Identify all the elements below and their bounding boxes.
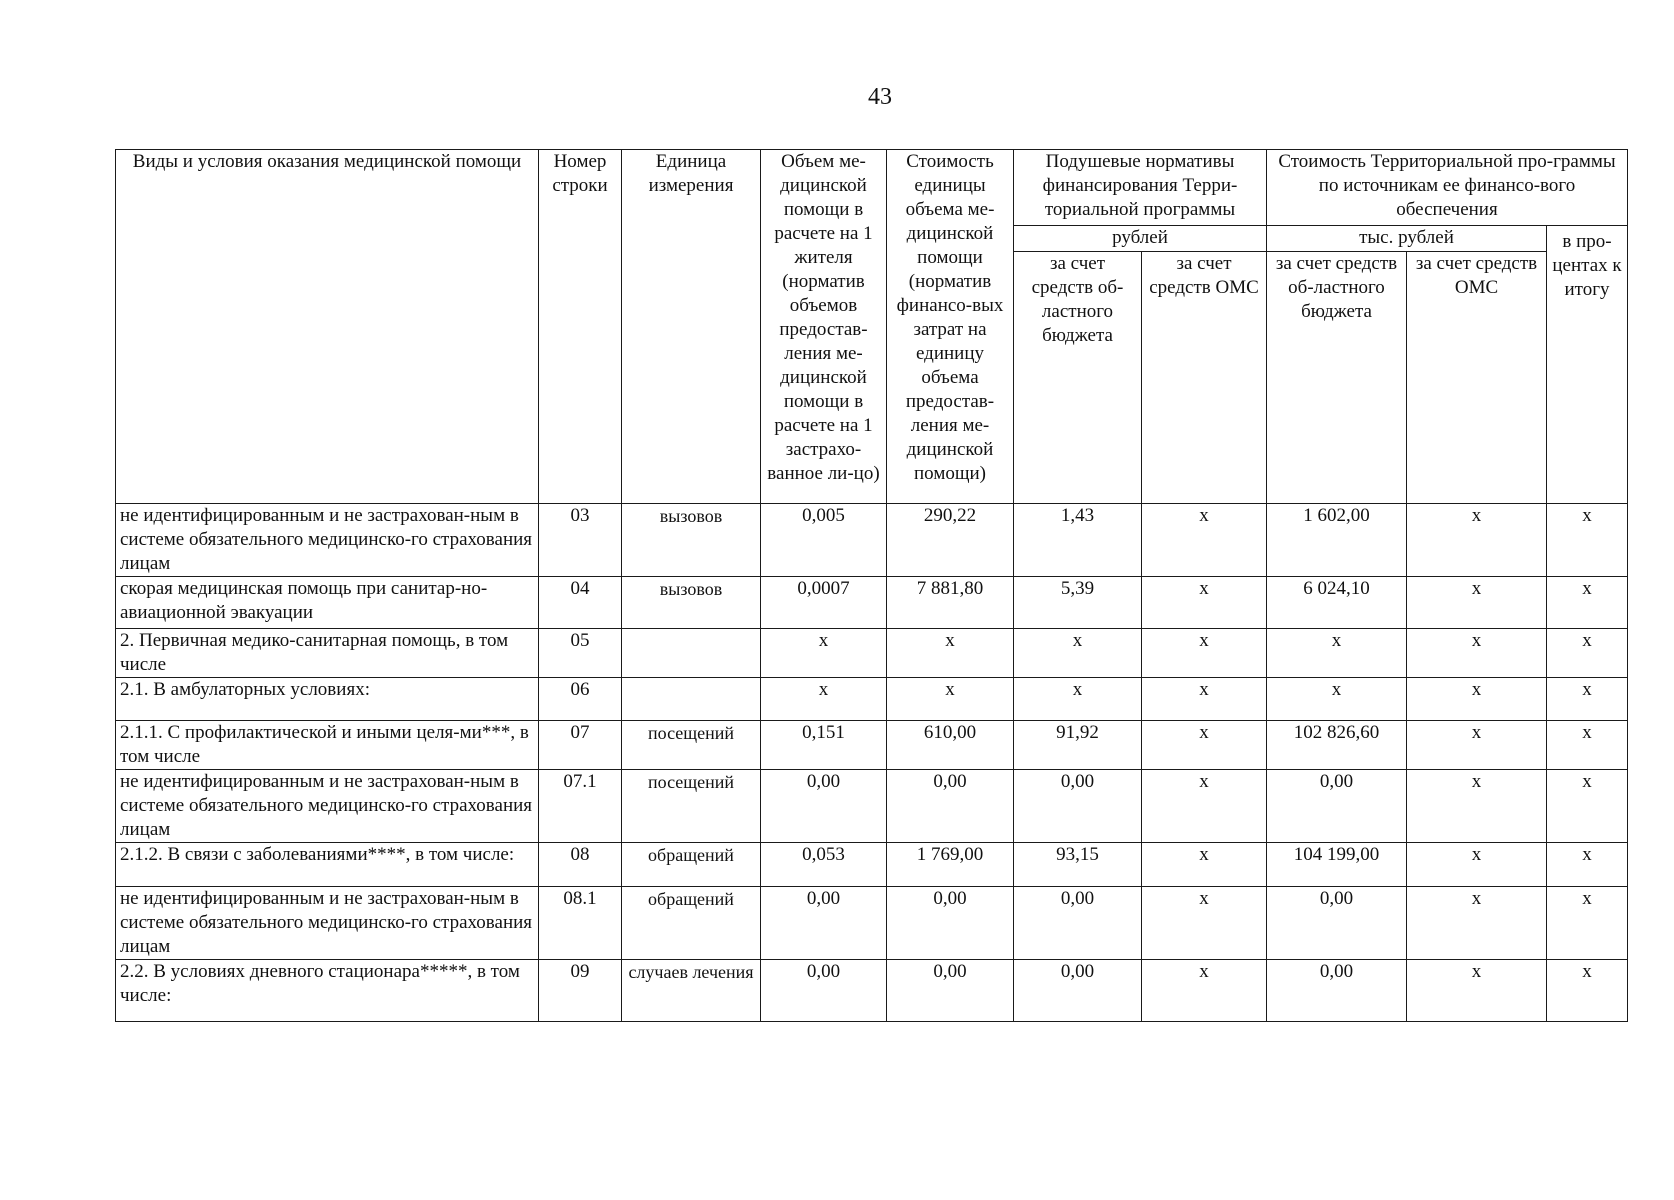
row-cost-oms: x <box>1407 770 1547 843</box>
row-cost: 0,00 <box>887 887 1014 960</box>
header-volume: Объем ме-дицинской помощи в расчете на 1 жителя (норматив объемов предостав-ления ме-дицинской помощи в расчете на 1 застрахо-ванное ли-цо) <box>761 150 887 504</box>
row-unit: обращений <box>622 843 761 887</box>
row-cost: 0,00 <box>887 770 1014 843</box>
row-name: 2.1.2. В связи с заболеваниями****, в том числе: <box>116 843 539 887</box>
header-unit: Единица измерения <box>622 150 761 504</box>
row-unit: вызовов <box>622 504 761 577</box>
row-volume: 0,00 <box>761 770 887 843</box>
row-cost: 290,22 <box>887 504 1014 577</box>
row-name: 2.1. В амбулаторных условиях: <box>116 678 539 721</box>
row-cost-oms: x <box>1407 678 1547 721</box>
row-cost-oms: x <box>1407 887 1547 960</box>
row-cost-budget: x <box>1267 678 1407 721</box>
row-percent: x <box>1547 678 1628 721</box>
row-number: 07.1 <box>539 770 622 843</box>
row-norm-oms: x <box>1142 721 1267 770</box>
row-name: скорая медицинская помощь при санитар-но-авиационной эвакуации <box>116 577 539 629</box>
row-percent: x <box>1547 843 1628 887</box>
row-cost-budget: 0,00 <box>1267 770 1407 843</box>
row-number: 08.1 <box>539 887 622 960</box>
row-name: 2. Первичная медико-санитарная помощь, в том числе <box>116 629 539 678</box>
row-percent: x <box>1547 577 1628 629</box>
row-name: не идентифицированным и не застрахован-ным в системе обязательного медицинско-го страхования лицам <box>116 504 539 577</box>
header-oms-funds: за счет средств ОМС <box>1142 252 1267 504</box>
row-norm-oms: x <box>1142 770 1267 843</box>
row-norm-oms: x <box>1142 504 1267 577</box>
row-unit: вызовов <box>622 577 761 629</box>
row-number: 09 <box>539 960 622 1022</box>
row-name: не идентифицированным и не застрахован-ным в системе обязательного медицинско-го страхования лицам <box>116 887 539 960</box>
row-cost-budget: x <box>1267 629 1407 678</box>
row-norm-oms: x <box>1142 960 1267 1022</box>
table-row <box>116 843 1628 887</box>
table-row <box>116 721 1628 770</box>
table-row <box>116 770 1628 843</box>
row-norm-oms: x <box>1142 843 1267 887</box>
row-percent: x <box>1547 629 1628 678</box>
row-percent: x <box>1547 721 1628 770</box>
table-row <box>116 887 1628 960</box>
row-cost-budget: 6 024,10 <box>1267 577 1407 629</box>
row-volume: 0,00 <box>761 960 887 1022</box>
row-volume: 0,005 <box>761 504 887 577</box>
row-number: 05 <box>539 629 622 678</box>
row-unit: обращений <box>622 887 761 960</box>
row-unit <box>622 629 761 678</box>
row-cost-oms: x <box>1407 721 1547 770</box>
row-name: не идентифицированным и не застрахован-ным в системе обязательного медицинско-го страхования лицам <box>116 770 539 843</box>
row-cost: x <box>887 629 1014 678</box>
row-percent: x <box>1547 887 1628 960</box>
row-unit <box>622 678 761 721</box>
row-cost: 1 769,00 <box>887 843 1014 887</box>
row-name: 2.2. В условиях дневного стационара*****, в том числе: <box>116 960 539 1022</box>
row-unit: случаев лечения <box>622 960 761 1022</box>
row-volume: 0,0007 <box>761 577 887 629</box>
row-norm-oms: x <box>1142 678 1267 721</box>
row-volume: 0,053 <box>761 843 887 887</box>
row-cost: 0,00 <box>887 960 1014 1022</box>
header-care-types: Виды и условия оказания медицинской помощи <box>116 150 539 504</box>
row-cost-oms: x <box>1407 843 1547 887</box>
row-norm-budget: 0,00 <box>1014 960 1142 1022</box>
row-norm-budget: x <box>1014 629 1142 678</box>
row-number: 07 <box>539 721 622 770</box>
row-cost-oms: x <box>1407 577 1547 629</box>
row-volume: x <box>761 678 887 721</box>
row-volume: x <box>761 629 887 678</box>
table-row <box>116 960 1628 1022</box>
page-number: 43 <box>868 84 892 110</box>
row-volume: 0,151 <box>761 721 887 770</box>
row-percent: x <box>1547 504 1628 577</box>
header-per-capita-normatives: Подушевые нормативы финансирования Терри-ториальной программы <box>1014 150 1267 226</box>
financing-table <box>115 149 1628 1022</box>
row-norm-oms: x <box>1142 887 1267 960</box>
row-volume: 0,00 <box>761 887 887 960</box>
table-row <box>116 577 1628 629</box>
row-norm-budget: 1,43 <box>1014 504 1142 577</box>
row-number: 08 <box>539 843 622 887</box>
table-row <box>116 629 1628 678</box>
row-norm-budget: 5,39 <box>1014 577 1142 629</box>
row-norm-budget: 91,92 <box>1014 721 1142 770</box>
row-cost: x <box>887 678 1014 721</box>
row-cost-budget: 1 602,00 <box>1267 504 1407 577</box>
row-cost-oms: x <box>1407 629 1547 678</box>
row-norm-budget: 0,00 <box>1014 887 1142 960</box>
table-row <box>116 504 1628 577</box>
row-number: 03 <box>539 504 622 577</box>
row-norm-oms: x <box>1142 629 1267 678</box>
row-norm-budget: 93,15 <box>1014 843 1142 887</box>
row-cost-budget: 104 199,00 <box>1267 843 1407 887</box>
row-cost: 7 881,80 <box>887 577 1014 629</box>
table-row <box>116 678 1628 721</box>
row-unit: посещений <box>622 770 761 843</box>
header-regional-budget-cost: за счет средств об-ластного бюджета <box>1267 252 1407 504</box>
header-program-cost: Стоимость Территориальной про-граммы по источникам ее финансо-вого обеспечения <box>1267 150 1628 226</box>
row-number: 06 <box>539 678 622 721</box>
row-percent: x <box>1547 770 1628 843</box>
row-cost-budget: 0,00 <box>1267 887 1407 960</box>
row-name: 2.1.1. С профилактической и иными целя-ми***, в том числе <box>116 721 539 770</box>
header-regional-budget: за счет средств об-ластного бюджета <box>1014 252 1142 504</box>
row-cost-budget: 0,00 <box>1267 960 1407 1022</box>
header-row-number: Номер строки <box>539 150 622 504</box>
header-oms-funds-cost: за счет средств ОМС <box>1407 252 1547 504</box>
header-unit-cost: Стоимость единицы объема ме-дицинской помощи (норматив финансо-вых затрат на единицу объема предостав-ления ме-дицинской помощи) <box>887 150 1014 504</box>
row-number: 04 <box>539 577 622 629</box>
row-norm-budget: x <box>1014 678 1142 721</box>
header-percent-of-total: в про-центах к итогу <box>1547 226 1628 504</box>
row-cost-oms: x <box>1407 504 1547 577</box>
row-percent: x <box>1547 960 1628 1022</box>
row-norm-oms: x <box>1142 577 1267 629</box>
row-cost: 610,00 <box>887 721 1014 770</box>
row-cost-oms: x <box>1407 960 1547 1022</box>
header-thousand-rubles: тыс. рублей <box>1267 226 1547 252</box>
row-cost-budget: 102 826,60 <box>1267 721 1407 770</box>
row-norm-budget: 0,00 <box>1014 770 1142 843</box>
row-unit: посещений <box>622 721 761 770</box>
header-rubles: рублей <box>1014 226 1267 252</box>
